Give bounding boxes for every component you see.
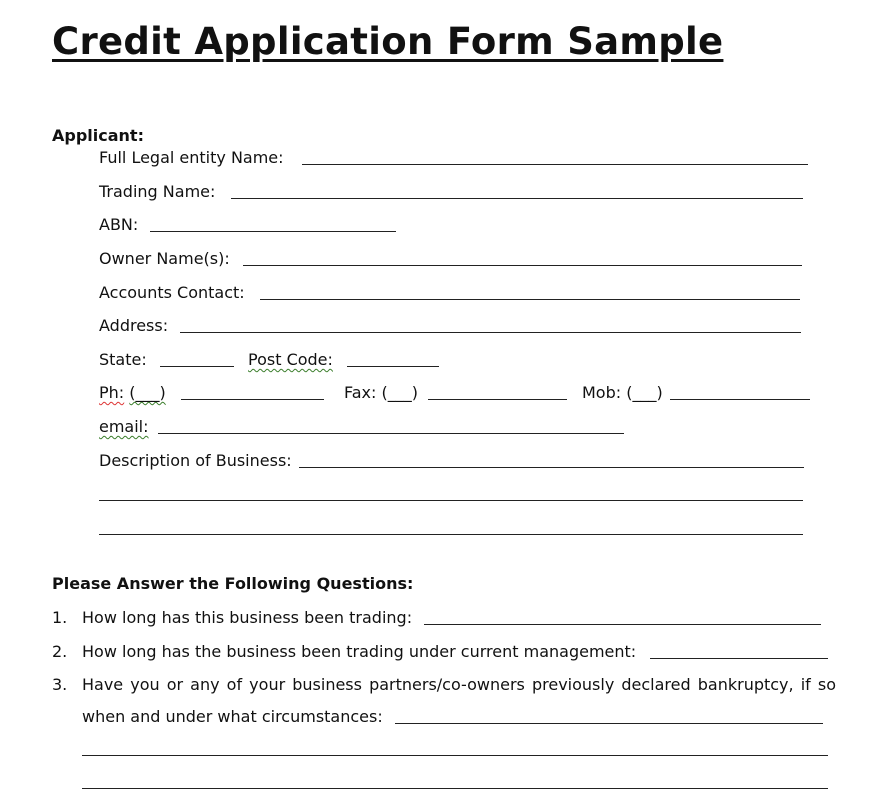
ph-area-code: (___) xyxy=(129,383,166,402)
question-3-line-2[interactable] xyxy=(82,755,828,756)
trading-name-label: Trading Name: xyxy=(99,182,216,201)
question-1-line[interactable] xyxy=(424,624,821,625)
accounts-contact-label: Accounts Contact: xyxy=(99,283,245,302)
address-label: Address: xyxy=(99,316,169,335)
abn-line[interactable] xyxy=(150,231,396,232)
post-code-line[interactable] xyxy=(347,366,439,367)
trading-name-line[interactable] xyxy=(231,198,803,199)
ph-line[interactable] xyxy=(181,399,324,400)
page-title: Credit Application Form Sample xyxy=(52,20,724,63)
full-legal-entity-name-label: Full Legal entity Name: xyxy=(99,148,284,167)
state-line[interactable] xyxy=(160,366,234,367)
applicant-heading: Applicant: xyxy=(52,126,144,145)
questions-heading: Please Answer the Following Questions: xyxy=(52,574,414,593)
question-3-text: Have you or any of your business partners/co-owners previously declared bankruptcy, if so xyxy=(82,675,836,694)
ph-label xyxy=(99,383,166,403)
question-1-text: How long has this business been trading: xyxy=(82,608,413,627)
fax-line[interactable] xyxy=(428,399,567,400)
description-line-3[interactable] xyxy=(99,534,803,535)
description-line-1[interactable] xyxy=(299,467,804,468)
mob-label: Mob: (___) xyxy=(582,383,663,402)
question-3-continuation: when and under what circumstances: xyxy=(82,707,383,726)
mob-line[interactable] xyxy=(670,399,810,400)
full-legal-entity-name-line[interactable] xyxy=(302,164,808,165)
state-label: State: xyxy=(99,350,147,369)
owner-names-label: Owner Name(s): xyxy=(99,249,230,268)
accounts-contact-line[interactable] xyxy=(260,299,800,300)
question-2-number: 2. xyxy=(52,642,68,661)
fax-label: Fax: (___) xyxy=(344,383,418,402)
question-3-line-3[interactable] xyxy=(82,788,828,789)
question-2-line[interactable] xyxy=(650,658,828,659)
question-3-line-1[interactable] xyxy=(395,723,823,724)
abn-label: ABN: xyxy=(99,215,139,234)
owner-names-line[interactable] xyxy=(243,265,802,266)
ph-label-text: Ph: xyxy=(99,383,125,402)
description-line-2[interactable] xyxy=(99,500,803,501)
description-of-business-label: Description of Business: xyxy=(99,451,292,470)
address-line[interactable] xyxy=(180,332,801,333)
question-1-number: 1. xyxy=(52,608,68,627)
email-label: email: xyxy=(99,417,149,436)
email-line[interactable] xyxy=(158,433,624,434)
post-code-label: Post Code: xyxy=(248,350,333,369)
question-3-number: 3. xyxy=(52,675,68,694)
question-2-text: How long has the business been trading under current management: xyxy=(82,642,637,661)
